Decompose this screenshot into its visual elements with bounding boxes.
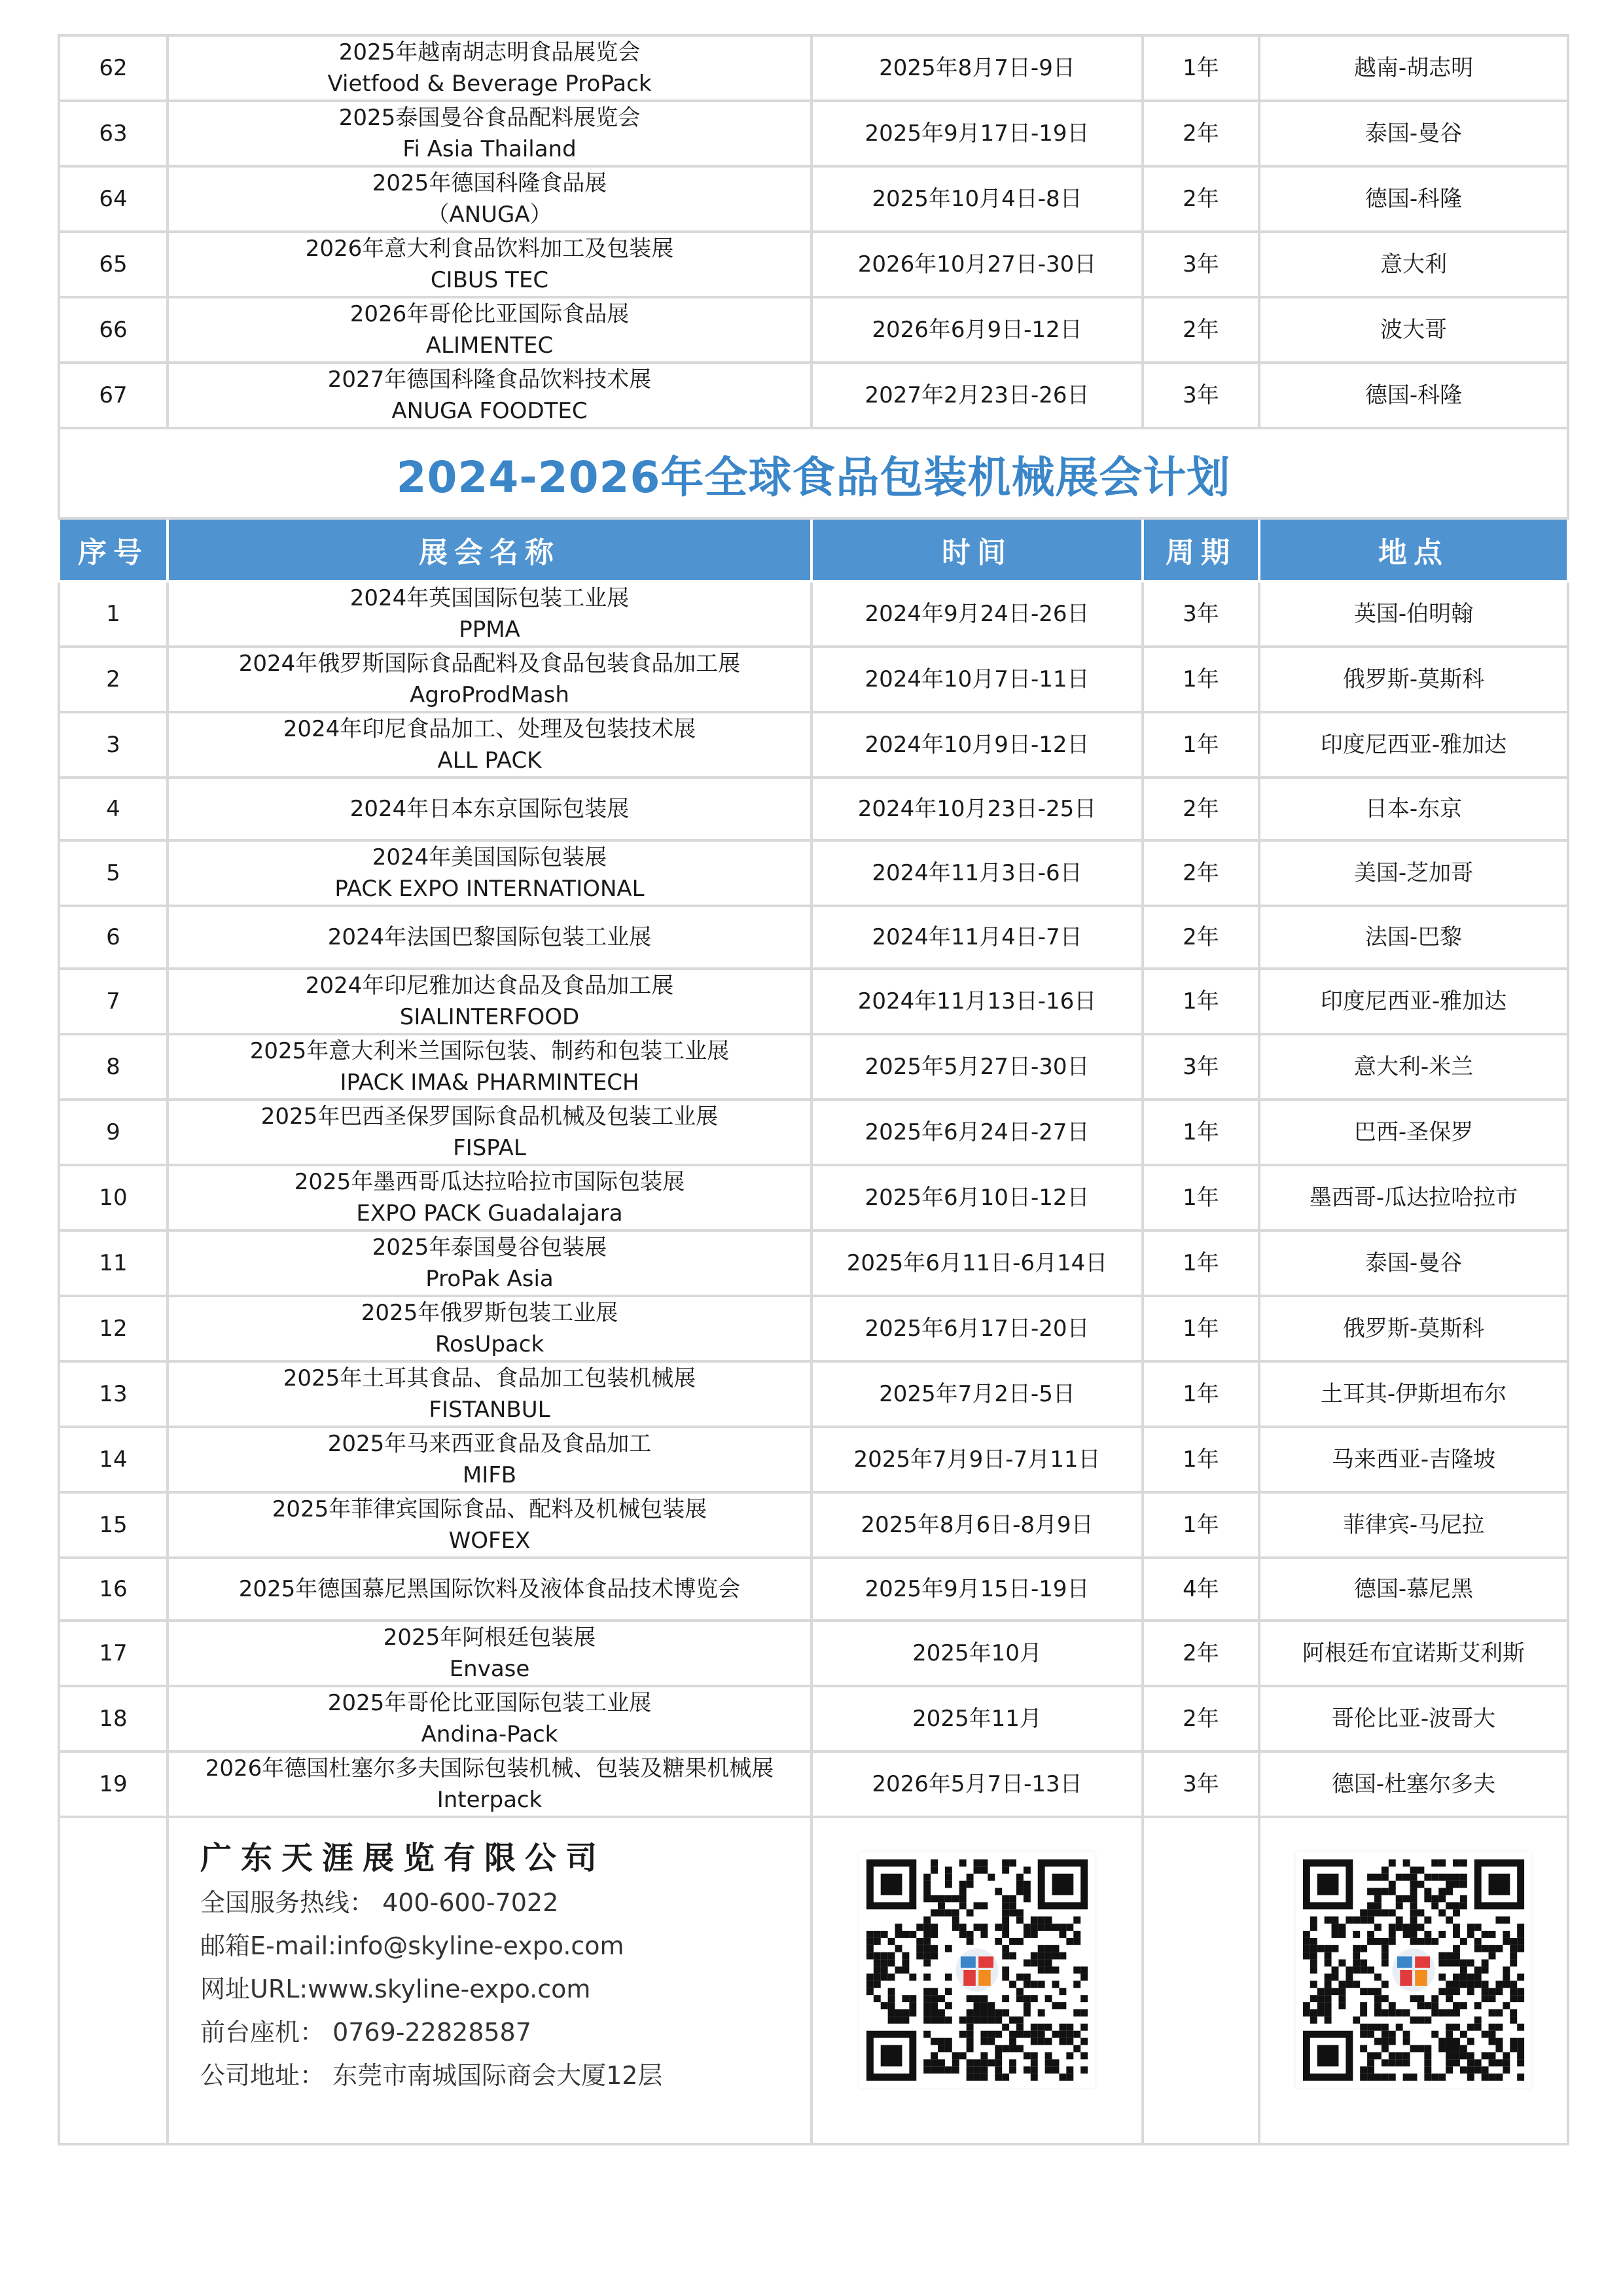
table-row [59,1621,1568,1686]
exhibition-cycle: 3年 [1143,581,1259,647]
table-row [59,1686,1568,1751]
page-wrapper [58,34,1567,2145]
exhibition-place: 马来西亚-吉隆坡 [1259,1427,1568,1492]
table-row [59,906,1568,969]
exhibition-name-en: CIBUS TEC [430,267,549,293]
table-row [59,1034,1568,1100]
table-row [59,1230,1568,1296]
exhibition-name-cn: 2025年墨西哥瓜达拉哈拉市国际包装展 [294,1169,685,1195]
exhibition-name [168,232,812,297]
exhibition-name-en: FISPAL [453,1135,526,1161]
exhibition-name-cn: 2027年德国科隆食品饮料技术展 [327,367,652,393]
exhibition-name [168,101,812,166]
exhibition-name-cn: 2024年俄罗斯国际食品配料及食品包装食品加工展 [238,651,741,677]
exhibition-name-cn: 2025年德国慕尼黑国际饮料及液体食品技术博览会 [238,1576,741,1602]
table-row [59,1100,1568,1165]
footer-row [59,1817,1568,2144]
header-name: 展会名称 [168,518,812,581]
exhibition-cycle: 1年 [1143,969,1259,1034]
exhibition-place: 阿根廷布宜诺斯艾利斯 [1259,1621,1568,1686]
continued-rows [59,35,1568,428]
exhibition-name-cn: 2024年日本东京国际包装展 [349,796,630,822]
row-number: 2 [59,647,168,712]
exhibition-name [168,1621,812,1686]
exhibition-place: 土耳其-伊斯坦布尔 [1259,1361,1568,1427]
exhibition-name-en: PACK EXPO INTERNATIONAL [334,876,645,902]
exhibition-place: 英国-伯明翰 [1259,581,1568,647]
exhibition-name-cn: 2025年俄罗斯包装工业展 [361,1300,618,1326]
row-number: 63 [59,101,168,166]
table-row [59,297,1568,363]
exhibition-place: 日本-东京 [1259,778,1568,840]
exhibition-name-cn: 2025年德国科隆食品展 [372,170,607,196]
exhibition-name-en: AgroProdMash [410,682,569,708]
exhibition-time: 2024年10月23日-25日 [812,778,1143,840]
table-row [59,166,1568,232]
header-no: 序号 [59,518,168,581]
exhibition-name [168,1296,812,1361]
exhibition-place: 意大利-米兰 [1259,1034,1568,1100]
row-number: 3 [59,712,168,778]
row-number: 10 [59,1165,168,1230]
exhibition-cycle: 2年 [1143,840,1259,906]
company-info [168,1817,812,2144]
exhibition-name-en: FISTANBUL [429,1397,550,1423]
exhibition-name-cn: 2024年法国巴黎国际包装工业展 [327,924,652,950]
qr-code-icon [859,1852,1095,2088]
exhibition-place: 波大哥 [1259,297,1568,363]
exhibition-name-cn: 2025年哥伦比亚国际包装工业展 [327,1690,652,1716]
row-number: 19 [59,1751,168,1817]
exhibition-place: 越南-胡志明 [1259,35,1568,101]
exhibition-cycle: 2年 [1143,906,1259,969]
exhibition-cycle: 3年 [1143,363,1259,428]
exhibition-cycle: 2年 [1143,101,1259,166]
exhibition-name [168,647,812,712]
row-number: 14 [59,1427,168,1492]
table-row [59,1427,1568,1492]
exhibition-name-cn: 2025年意大利米兰国际包装、制药和包装工业展 [249,1038,730,1064]
exhibition-cycle: 1年 [1143,1492,1259,1558]
exhibition-cycle: 1年 [1143,647,1259,712]
exhibition-time: 2025年8月6日-8月9日 [812,1492,1143,1558]
exhibition-time: 2026年5月7日-13日 [812,1751,1143,1817]
exhibition-name-en: Vietfood & Beverage ProPack [327,71,652,97]
exhibition-name [168,297,812,363]
row-number: 64 [59,166,168,232]
row-number: 11 [59,1230,168,1296]
exhibition-cycle: 4年 [1143,1558,1259,1621]
exhibition-cycle: 1年 [1143,1361,1259,1427]
header-place: 地点 [1259,518,1568,581]
exhibition-cycle: 3年 [1143,1034,1259,1100]
table-row [59,1492,1568,1558]
exhibition-name [168,1492,812,1558]
exhibition-cycle: 3年 [1143,1751,1259,1817]
exhibition-name-en: ANUGA FOODTEC [391,398,588,424]
exhibition-name-en: ALIMENTEC [425,332,554,359]
exhibition-name [168,1558,812,1621]
exhibition-time: 2025年6月11日-6月14日 [812,1230,1143,1296]
exhibition-place: 德国-慕尼黑 [1259,1558,1568,1621]
company-address: 公司地址： 东莞市南城国际商会大厦12层 [200,2061,663,2090]
row-number: 6 [59,906,168,969]
exhibition-name-cn: 2024年美国国际包装展 [372,844,607,870]
exhibition-place: 俄罗斯-莫斯科 [1259,647,1568,712]
row-number: 9 [59,1100,168,1165]
company-hotline: 全国服务热线： 400-600-7022 [200,1888,559,1917]
row-number: 67 [59,363,168,428]
exhibition-name [168,969,812,1034]
exhibition-time: 2024年11月3日-6日 [812,840,1143,906]
exhibition-name [168,581,812,647]
exhibition-place: 德国-科隆 [1259,363,1568,428]
exhibition-name-cn: 2026年哥伦比亚国际食品展 [349,301,630,327]
exhibition-place: 泰国-曼谷 [1259,1230,1568,1296]
exhibition-name-en: WOFEX [448,1528,531,1554]
exhibition-name-en: MIFB [462,1462,517,1488]
table-row [59,1361,1568,1427]
exhibition-name-en: Envase [449,1656,530,1682]
exhibition-name [168,1427,812,1492]
exhibition-name-en: Interpack [437,1787,543,1813]
exhibition-time: 2025年10月 [812,1621,1143,1686]
exhibition-time: 2025年7月9日-7月11日 [812,1427,1143,1492]
exhibition-name-en: （ANUGA） [427,202,552,228]
row-number: 4 [59,778,168,840]
exhibition-name-cn: 2025年土耳其食品、食品加工包装机械展 [283,1365,696,1391]
exhibition-cycle: 1年 [1143,1427,1259,1492]
qr-code-icon [1296,1852,1531,2088]
table-row [59,363,1568,428]
row-number: 15 [59,1492,168,1558]
exhibition-cycle: 2年 [1143,778,1259,840]
table-row [59,1751,1568,1817]
exhibition-cycle: 1年 [1143,1296,1259,1361]
exhibition-time: 2025年7月2日-5日 [812,1361,1143,1427]
exhibition-name-cn: 2025年菲律宾国际食品、配料及机械包装展 [272,1496,707,1522]
exhibition-cycle: 1年 [1143,1165,1259,1230]
exhibition-name-cn: 2025年马来西亚食品及食品加工 [327,1431,652,1457]
exhibition-name-cn: 2025年阿根廷包装展 [383,1624,596,1651]
exhibition-name-en: IPACK IMA& PHARMINTECH [340,1069,639,1096]
exhibition-time: 2025年6月10日-12日 [812,1165,1143,1230]
exhibition-name-cn: 2024年印尼食品加工、处理及包装技术展 [283,716,696,742]
exhibition-name-cn: 2024年英国国际包装工业展 [349,585,630,611]
exhibition-place: 美国-芝加哥 [1259,840,1568,906]
exhibition-time: 2024年11月13日-16日 [812,969,1143,1034]
exhibition-name [168,1230,812,1296]
table-header-row [59,518,1568,581]
exhibition-time: 2026年6月9日-12日 [812,297,1143,363]
company-url[interactable]: 网址URL:www.skyline-expo.com [200,1975,591,2003]
footer-blank [59,1817,168,2144]
row-number: 1 [59,581,168,647]
row-number: 66 [59,297,168,363]
exhibition-place: 墨西哥-瓜达拉哈拉市 [1259,1165,1568,1230]
exhibition-place: 印度尼西亚-雅加达 [1259,969,1568,1034]
exhibition-time: 2024年10月9日-12日 [812,712,1143,778]
exhibition-name [168,1751,812,1817]
footer-blank-2 [1143,1817,1259,2144]
exhibition-name [168,1361,812,1427]
exhibition-place: 俄罗斯-莫斯科 [1259,1296,1568,1361]
exhibition-time: 2025年6月17日-20日 [812,1296,1143,1361]
row-number: 16 [59,1558,168,1621]
exhibition-name-cn: 2025年越南胡志明食品展览会 [338,39,641,65]
section-title: 2024-2026年全球食品包装机械展会计划 [59,428,1568,518]
table-row [59,1165,1568,1230]
exhibition-name-en: RosUpack [435,1331,544,1357]
exhibition-name [168,1100,812,1165]
table-row [59,969,1568,1034]
exhibition-name [168,1034,812,1100]
exhibition-cycle: 2年 [1143,1621,1259,1686]
exhibition-name-cn: 2025年巴西圣保罗国际食品机械及包装工业展 [260,1103,719,1130]
exhibition-time: 2025年9月15日-19日 [812,1558,1143,1621]
exhibition-name-cn: 2024年印尼雅加达食品及食品加工展 [305,973,674,999]
exhibition-name [168,166,812,232]
exhibition-place: 泰国-曼谷 [1259,101,1568,166]
table-row [59,778,1568,840]
exhibition-time: 2024年10月7日-11日 [812,647,1143,712]
row-number: 62 [59,35,168,101]
exhibition-name-en: SIALINTERFOOD [399,1004,580,1030]
table-row [59,581,1568,647]
exhibition-place: 德国-科隆 [1259,166,1568,232]
exhibition-cycle: 1年 [1143,1100,1259,1165]
exhibition-place: 印度尼西亚-雅加达 [1259,712,1568,778]
exhibition-time: 2025年9月17日-19日 [812,101,1143,166]
exhibition-time: 2027年2月23日-26日 [812,363,1143,428]
header-time: 时间 [812,518,1143,581]
exhibition-name [168,35,812,101]
exhibition-cycle: 3年 [1143,232,1259,297]
exhibition-name [168,1165,812,1230]
exhibition-place: 哥伦比亚-波哥大 [1259,1686,1568,1751]
exhibition-time: 2025年5月27日-30日 [812,1034,1143,1100]
exhibition-name-en: EXPO PACK Guadalajara [356,1200,623,1227]
exhibition-cycle: 1年 [1143,35,1259,101]
plan-rows [59,581,1568,1817]
exhibition-time: 2024年11月4日-7日 [812,906,1143,969]
exhibition-name-en: PPMA [459,617,520,643]
exhibition-time: 2025年8月7日-9日 [812,35,1143,101]
exhibition-time: 2025年6月24日-27日 [812,1100,1143,1165]
exhibition-name-cn: 2026年意大利食品饮料加工及包装展 [305,236,674,262]
exhibition-table [58,34,1569,2145]
exhibition-name [168,906,812,969]
company-name: 广东天涯展览有限公司 [200,1840,607,1876]
exhibition-cycle: 2年 [1143,1686,1259,1751]
row-number: 12 [59,1296,168,1361]
table-row [59,101,1568,166]
exhibition-name-en: ProPak Asia [425,1266,554,1292]
exhibition-time: 2025年10月4日-8日 [812,166,1143,232]
exhibition-place: 德国-杜塞尔多夫 [1259,1751,1568,1817]
row-number: 17 [59,1621,168,1686]
table-row [59,1296,1568,1361]
qr-cell-2 [1259,1817,1568,2144]
header-cycle: 周期 [1143,518,1259,581]
table-row [59,232,1568,297]
exhibition-name-en: Andina-Pack [421,1721,558,1748]
exhibition-name [168,778,812,840]
exhibition-name-cn: 2025泰国曼谷食品配料展览会 [338,105,641,131]
exhibition-place: 法国-巴黎 [1259,906,1568,969]
exhibition-cycle: 1年 [1143,1230,1259,1296]
exhibition-cycle: 2年 [1143,166,1259,232]
exhibition-time: 2026年10月27日-30日 [812,232,1143,297]
exhibition-place: 菲律宾-马尼拉 [1259,1492,1568,1558]
company-phone: 前台座机： 0769-22828587 [200,2018,531,2047]
exhibition-name-en: ALL PACK [437,747,542,774]
row-number: 7 [59,969,168,1034]
table-row [59,840,1568,906]
row-number: 18 [59,1686,168,1751]
exhibition-cycle: 1年 [1143,712,1259,778]
exhibition-place: 巴西-圣保罗 [1259,1100,1568,1165]
row-number: 65 [59,232,168,297]
exhibition-place: 意大利 [1259,232,1568,297]
table-row [59,1558,1568,1621]
exhibition-cycle: 2年 [1143,297,1259,363]
qr-cell-1 [812,1817,1143,2144]
exhibition-time: 2025年11月 [812,1686,1143,1751]
exhibition-name [168,712,812,778]
row-number: 13 [59,1361,168,1427]
exhibition-name-cn: 2025年泰国曼谷包装展 [372,1234,607,1261]
row-number: 8 [59,1034,168,1100]
table-row [59,647,1568,712]
exhibition-name [168,1686,812,1751]
table-row [59,35,1568,101]
exhibition-time: 2024年9月24日-26日 [812,581,1143,647]
exhibition-name-en: Fi Asia Thailand [402,136,577,162]
table-row [59,712,1568,778]
exhibition-name [168,363,812,428]
exhibition-name-cn: 2026年德国杜塞尔多夫国际包装机械、包装及糖果机械展 [205,1755,774,1782]
row-number: 5 [59,840,168,906]
company-email[interactable]: 邮箱E-mail:info@skyline-expo.com [200,1931,624,1960]
exhibition-name [168,840,812,906]
